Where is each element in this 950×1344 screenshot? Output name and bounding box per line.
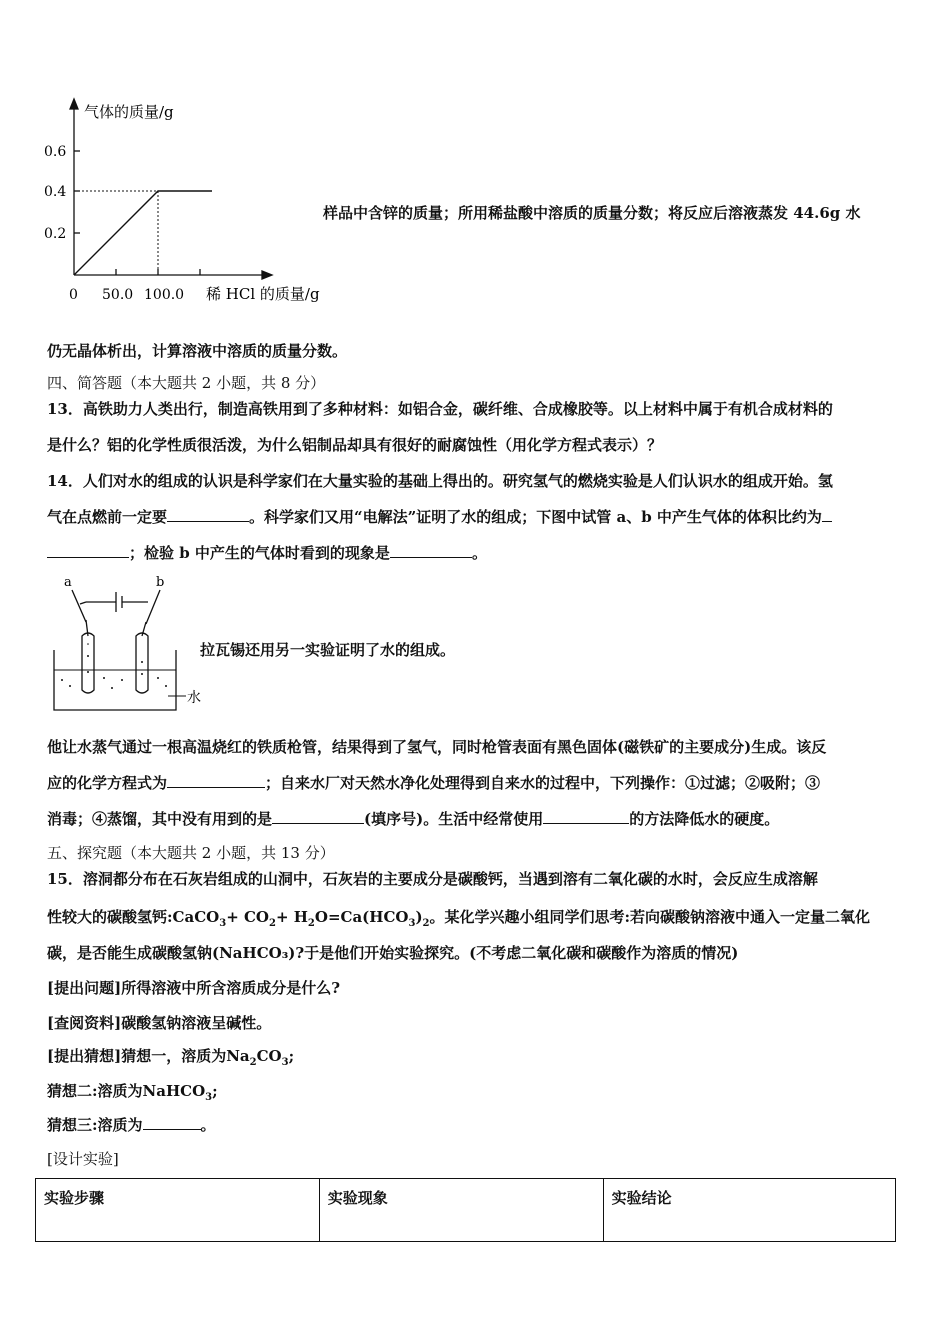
blank-guess3[interactable] — [143, 1115, 201, 1130]
beaker — [54, 650, 176, 710]
q12-line2: 仍无晶体析出，计算溶液中溶质的质量分数。 — [47, 342, 348, 360]
table-row — [36, 1179, 896, 1242]
q15-design: [设计实验] — [47, 1150, 119, 1168]
q12-line1: 样品中含锌的质量；所用稀盐酸中溶质的质量分数；将反应后溶液蒸发 44.6g 水 — [323, 204, 861, 222]
q14-line1: 14．人们对水的组成的认识是科学家们在大量实验的基础上得出的。研究氢气的燃烧实验是人们认识水的组成开始。氢 — [47, 472, 833, 490]
guess2-prefix: 猜想二:溶质为 — [47, 1082, 143, 1100]
q13-line2: 是什么？铝的化学性质很活泼，为什么铝制品却具有很好的耐腐蚀性（用化学方程式表示）？ — [47, 436, 663, 454]
q14-line2 — [47, 506, 832, 527]
header-phenomena: 实验现象 — [319, 1179, 603, 1242]
q15-line2-suffix: 。某化学兴趣小组同学们思考:若向碳酸钠溶液中通入一定量二氧化 — [429, 908, 871, 926]
q14-line2-a: 气在点燃前一定要 — [47, 508, 168, 526]
gas-mass-graph — [40, 95, 330, 310]
x-tick-100: 100.0 — [144, 287, 185, 303]
q14-line6-a: 消毒；④蒸馏，其中没有用到的是 — [47, 810, 273, 828]
q14-line5-b: ；自来水厂对天然水净化处理得到自来水的过程中，下列操作：①过滤；②吸附；③ — [265, 774, 821, 792]
blank-phenomenon[interactable] — [390, 543, 472, 558]
header-steps: 实验步骤 — [36, 1179, 320, 1242]
y-axis-label: 气体的质量/g — [84, 103, 174, 121]
q15-line2 — [47, 906, 870, 929]
blank-ignite[interactable] — [167, 507, 249, 522]
wire-a — [72, 590, 86, 622]
y-tick-0.6: 0.6 — [44, 144, 67, 160]
blank-equation[interactable] — [167, 773, 265, 788]
guess3-b: 。 — [200, 1116, 216, 1134]
q14-line6-c: 的方法降低水的硬度。 — [629, 810, 780, 828]
x-axis-arrow — [262, 271, 272, 279]
wire-a-down — [80, 602, 86, 604]
q15-guess1 — [47, 1045, 294, 1068]
origin-label: 0 — [69, 287, 78, 303]
section4-heading: 四、简答题（本大题共 2 小题，共 8 分） — [47, 374, 326, 392]
header-conclusion: 实验结论 — [603, 1179, 895, 1242]
q14-line3-a: ；检验 b 中产生的气体时看到的现象是 — [129, 544, 390, 562]
q14-line6 — [47, 808, 779, 829]
guess1-formula: $Na_2CO_3$; — [226, 1047, 295, 1068]
q14-line4: 他让水蒸气通过一根高温烧红的铁质枪管，结果得到了氢气，同时枪管表面有黑色固体(磁铁矿的主要成分)生成。该反 — [47, 738, 827, 756]
y-tick-0.2: 0.2 — [44, 226, 67, 242]
blank-ratio[interactable] — [47, 543, 129, 558]
q14-line3-b: 。 — [471, 544, 487, 562]
q14-line2-b: 。科学家们又用“电解法”证明了水的组成；下图中试管 a、b 中产生气体的体积比约为 — [249, 508, 822, 526]
guess3-a: 猜想三:溶质为 — [47, 1116, 143, 1134]
q15-guess3 — [47, 1114, 216, 1135]
y-axis-arrow — [70, 99, 78, 109]
label-water: 水 — [187, 690, 201, 706]
x-tick-50: 50.0 — [102, 287, 134, 303]
tube-a — [82, 633, 94, 693]
blank-ratio-start[interactable] — [822, 507, 832, 522]
q14-line5 — [47, 772, 820, 793]
q15-guess2 — [47, 1080, 218, 1103]
electrolysis-apparatus — [40, 572, 210, 717]
q15-line1: 15．溶洞都分布在石灰岩组成的山洞中，石灰岩的主要成分是碳酸钙，当遇到溶有二氧化碳的水时，会反应生成溶解 — [47, 870, 818, 888]
label-a: a — [64, 575, 72, 590]
guess1-prefix: [提出猜想]猜想一，溶质为 — [47, 1047, 227, 1065]
label-b: b — [156, 575, 165, 590]
q14-line3 — [47, 542, 487, 563]
q15-info: [查阅资料]碳酸氢钠溶液呈碱性。 — [47, 1014, 272, 1032]
q14-line6-b: (填序号)。生活中经常使用 — [364, 810, 544, 828]
q15-question: [提出问题]所得溶液中所含溶质成分是什么? — [47, 979, 340, 997]
section5-heading: 五、探究题（本大题共 2 小题，共 13 分） — [47, 844, 335, 862]
reaction-equation: CaCO$_3$+ $CO_2+ H_2O=Ca(HCO_3)_2$ — [172, 908, 430, 929]
q15-line2-prefix: 性较大的碳酸氢钙: — [47, 908, 173, 926]
q14-line5-a: 应的化学方程式为 — [47, 774, 168, 792]
q15-line3: 碳，是否能生成碳酸氢钠(NaHCO₃)?于是他们开始实验探究。(不考虑二氧化碳和碳酸作为溶质的情况) — [47, 944, 739, 962]
y-tick-0.4: 0.4 — [44, 184, 67, 200]
guess2-formula: NaHCO$_3$; — [142, 1082, 218, 1103]
blank-softening[interactable] — [543, 809, 629, 824]
x-axis-label: 稀 HCl 的质量/g — [206, 285, 320, 303]
experiment-table — [35, 1178, 896, 1242]
blank-operation[interactable] — [272, 809, 364, 824]
q14-side-text: 拉瓦锡还用另一实验证明了水的组成。 — [200, 641, 456, 659]
data-line — [74, 191, 212, 275]
wire-b — [146, 590, 160, 624]
q13-line1: 13．高铁助力人类出行，制造高铁用到了多种材料：如铝合金，碳纤维、合成橡胶等。以上材料中属于有机合成材料的 — [47, 400, 833, 418]
